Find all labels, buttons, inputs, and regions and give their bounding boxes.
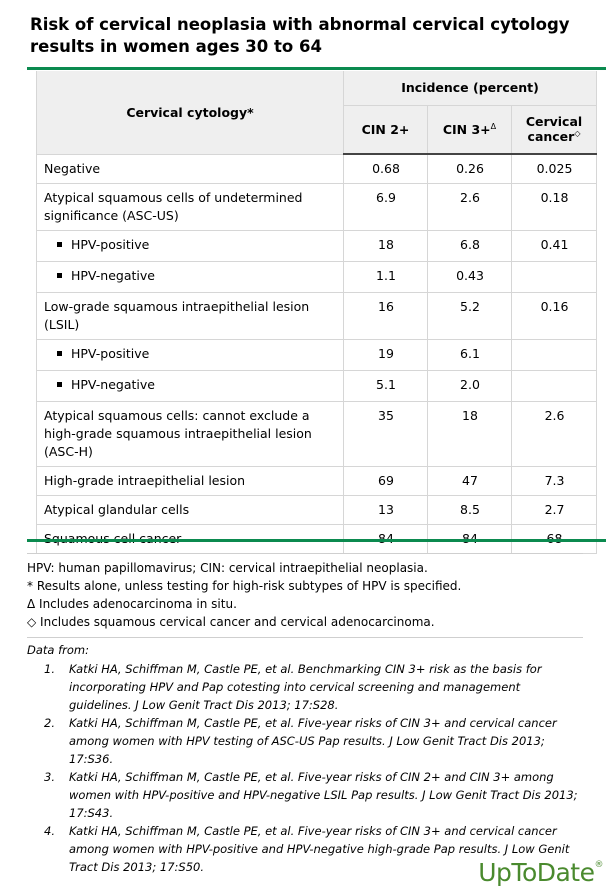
cin2-value: 69 [344, 467, 428, 496]
cin2-value: 18 [344, 231, 428, 262]
cin2-value: 35 [344, 402, 428, 467]
reference-number: 4. [44, 824, 55, 838]
cin2-value: 13 [344, 496, 428, 525]
bottom-divider [27, 539, 606, 542]
reference-item [27, 768, 583, 822]
table-row [37, 402, 597, 467]
page-title: Risk of cervical neoplasia with abnormal cervical cytology results in women ages 30 to 64 [30, 15, 570, 56]
reference-text: Katki HA, Schiffman M, Castle PE, et al. Five-year risks of CIN 2+ and CIN 3+ among women with HPV-positive and HPV-negative LSIL Pap results. J Low Genit Tract Dis 2013; 17:S43. [69, 770, 578, 820]
bullet-icon [57, 242, 62, 247]
row-label-sub: HPV-positive [37, 340, 344, 371]
cancer-value: 0.18 [512, 184, 597, 231]
reference-number: 1. [44, 662, 55, 676]
cin2-value: 16 [344, 293, 428, 340]
references-heading: Data from: [27, 643, 90, 657]
reference-text: Katki HA, Schiffman M, Castle PE, et al. Benchmarking CIN 3+ risk as the basis for incorporating HPV and Pap cotesting into cervical screening and management guidelines. J Low Genit Tract Dis 2013; 17:S28. [69, 662, 542, 712]
row-label-sub: HPV-negative [37, 262, 344, 293]
cancer-value: 2.6 [512, 402, 597, 467]
cancer-value [512, 340, 597, 371]
cancer-value [512, 262, 597, 293]
cin3-value: 2.0 [428, 371, 512, 402]
cancer-value: 0.025 [512, 154, 597, 184]
cin3-value: 8.5 [428, 496, 512, 525]
footnote-asterisk: * Results alone, unless testing for high-risk subtypes of HPV is specified. [27, 579, 462, 593]
cin3-value: 47 [428, 467, 512, 496]
cin2-value: 19 [344, 340, 428, 371]
diamond-mark: ◇ [574, 129, 581, 139]
reference-number: 2. [44, 716, 55, 730]
footnote-diamond: ◇ Includes squamous cervical cancer and cervical adenocarcinoma. [27, 615, 435, 629]
row-label-sub: HPV-negative [37, 371, 344, 402]
row-label: Negative [37, 154, 344, 184]
cin2-value: 6.9 [344, 184, 428, 231]
divider [27, 637, 583, 638]
header-cytology: Cervical cytology* [37, 71, 344, 154]
footnote-delta: Δ Includes adenocarcinoma in situ. [27, 597, 237, 611]
top-divider [27, 67, 606, 70]
table-row [37, 154, 597, 184]
bullet-icon [57, 382, 62, 387]
delta-mark: Δ [490, 121, 497, 131]
cancer-value: 7.3 [512, 467, 597, 496]
row-label: Atypical glandular cells [37, 496, 344, 525]
table-row [37, 231, 597, 262]
cin3-value: 0.43 [428, 262, 512, 293]
references-list [27, 660, 583, 876]
header-incidence: Incidence (percent) [344, 71, 597, 105]
cancer-value: 0.41 [512, 231, 597, 262]
row-label: Low-grade squamous intraepithelial lesion (LSIL) [37, 293, 344, 340]
reference-number: 3. [44, 770, 55, 784]
reference-item [27, 660, 583, 714]
cin3-value: 6.1 [428, 340, 512, 371]
reference-item [27, 714, 583, 768]
cin3-value: 5.2 [428, 293, 512, 340]
row-label-sub: HPV-positive [37, 231, 344, 262]
cin3-value: 0.26 [428, 154, 512, 184]
cin2-value: 0.68 [344, 154, 428, 184]
table-row [37, 340, 597, 371]
table-row [37, 184, 597, 231]
reference-text: Katki HA, Schiffman M, Castle PE, et al. Five-year risks of CIN 3+ and cervical cancer among women with HPV-positive and HPV-negative high-grade Pap results. J Low Genit Tract Dis 2013; 17:S50. [69, 824, 570, 874]
table-row [37, 262, 597, 293]
header-cancer: Cervical cancer◇ [512, 105, 597, 154]
cin3-value: 6.8 [428, 231, 512, 262]
cin3-value: 2.6 [428, 184, 512, 231]
header-cin3: CIN 3+$^\Delta$ [428, 105, 512, 154]
row-label: Atypical squamous cells: cannot exclude a high-grade squamous intraepithelial lesion (ASC-H) [37, 402, 344, 467]
cancer-value: 0.16 [512, 293, 597, 340]
row-label: Atypical squamous cells of undetermined significance (ASC-US) [37, 184, 344, 231]
footnote-abbreviations: HPV: human papillomavirus; CIN: cervical intraepithelial neoplasia. [27, 561, 428, 575]
incidence-table [36, 71, 597, 554]
cancer-value [512, 371, 597, 402]
cin2-value: 5.1 [344, 371, 428, 402]
header-cin2: CIN 2+ [344, 105, 428, 154]
cin3-value: 18 [428, 402, 512, 467]
footnotes [27, 559, 587, 631]
row-label: High-grade intraepithelial lesion [37, 467, 344, 496]
reference-text: Katki HA, Schiffman M, Castle PE, et al. Five-year risks of CIN 3+ and cervical cancer among women with HPV testing of ASC-US Pap results. J Low Genit Tract Dis 2013; 17:S36. [69, 716, 557, 766]
table-row [37, 371, 597, 402]
cancer-value: 2.7 [512, 496, 597, 525]
uptodate-logo: UpToDate® [478, 858, 603, 887]
bullet-icon [57, 351, 62, 356]
cin2-value: 1.1 [344, 262, 428, 293]
bullet-icon [57, 273, 62, 278]
table-row [37, 293, 597, 340]
table-row [37, 496, 597, 525]
divider [27, 553, 583, 554]
table-row [37, 467, 597, 496]
